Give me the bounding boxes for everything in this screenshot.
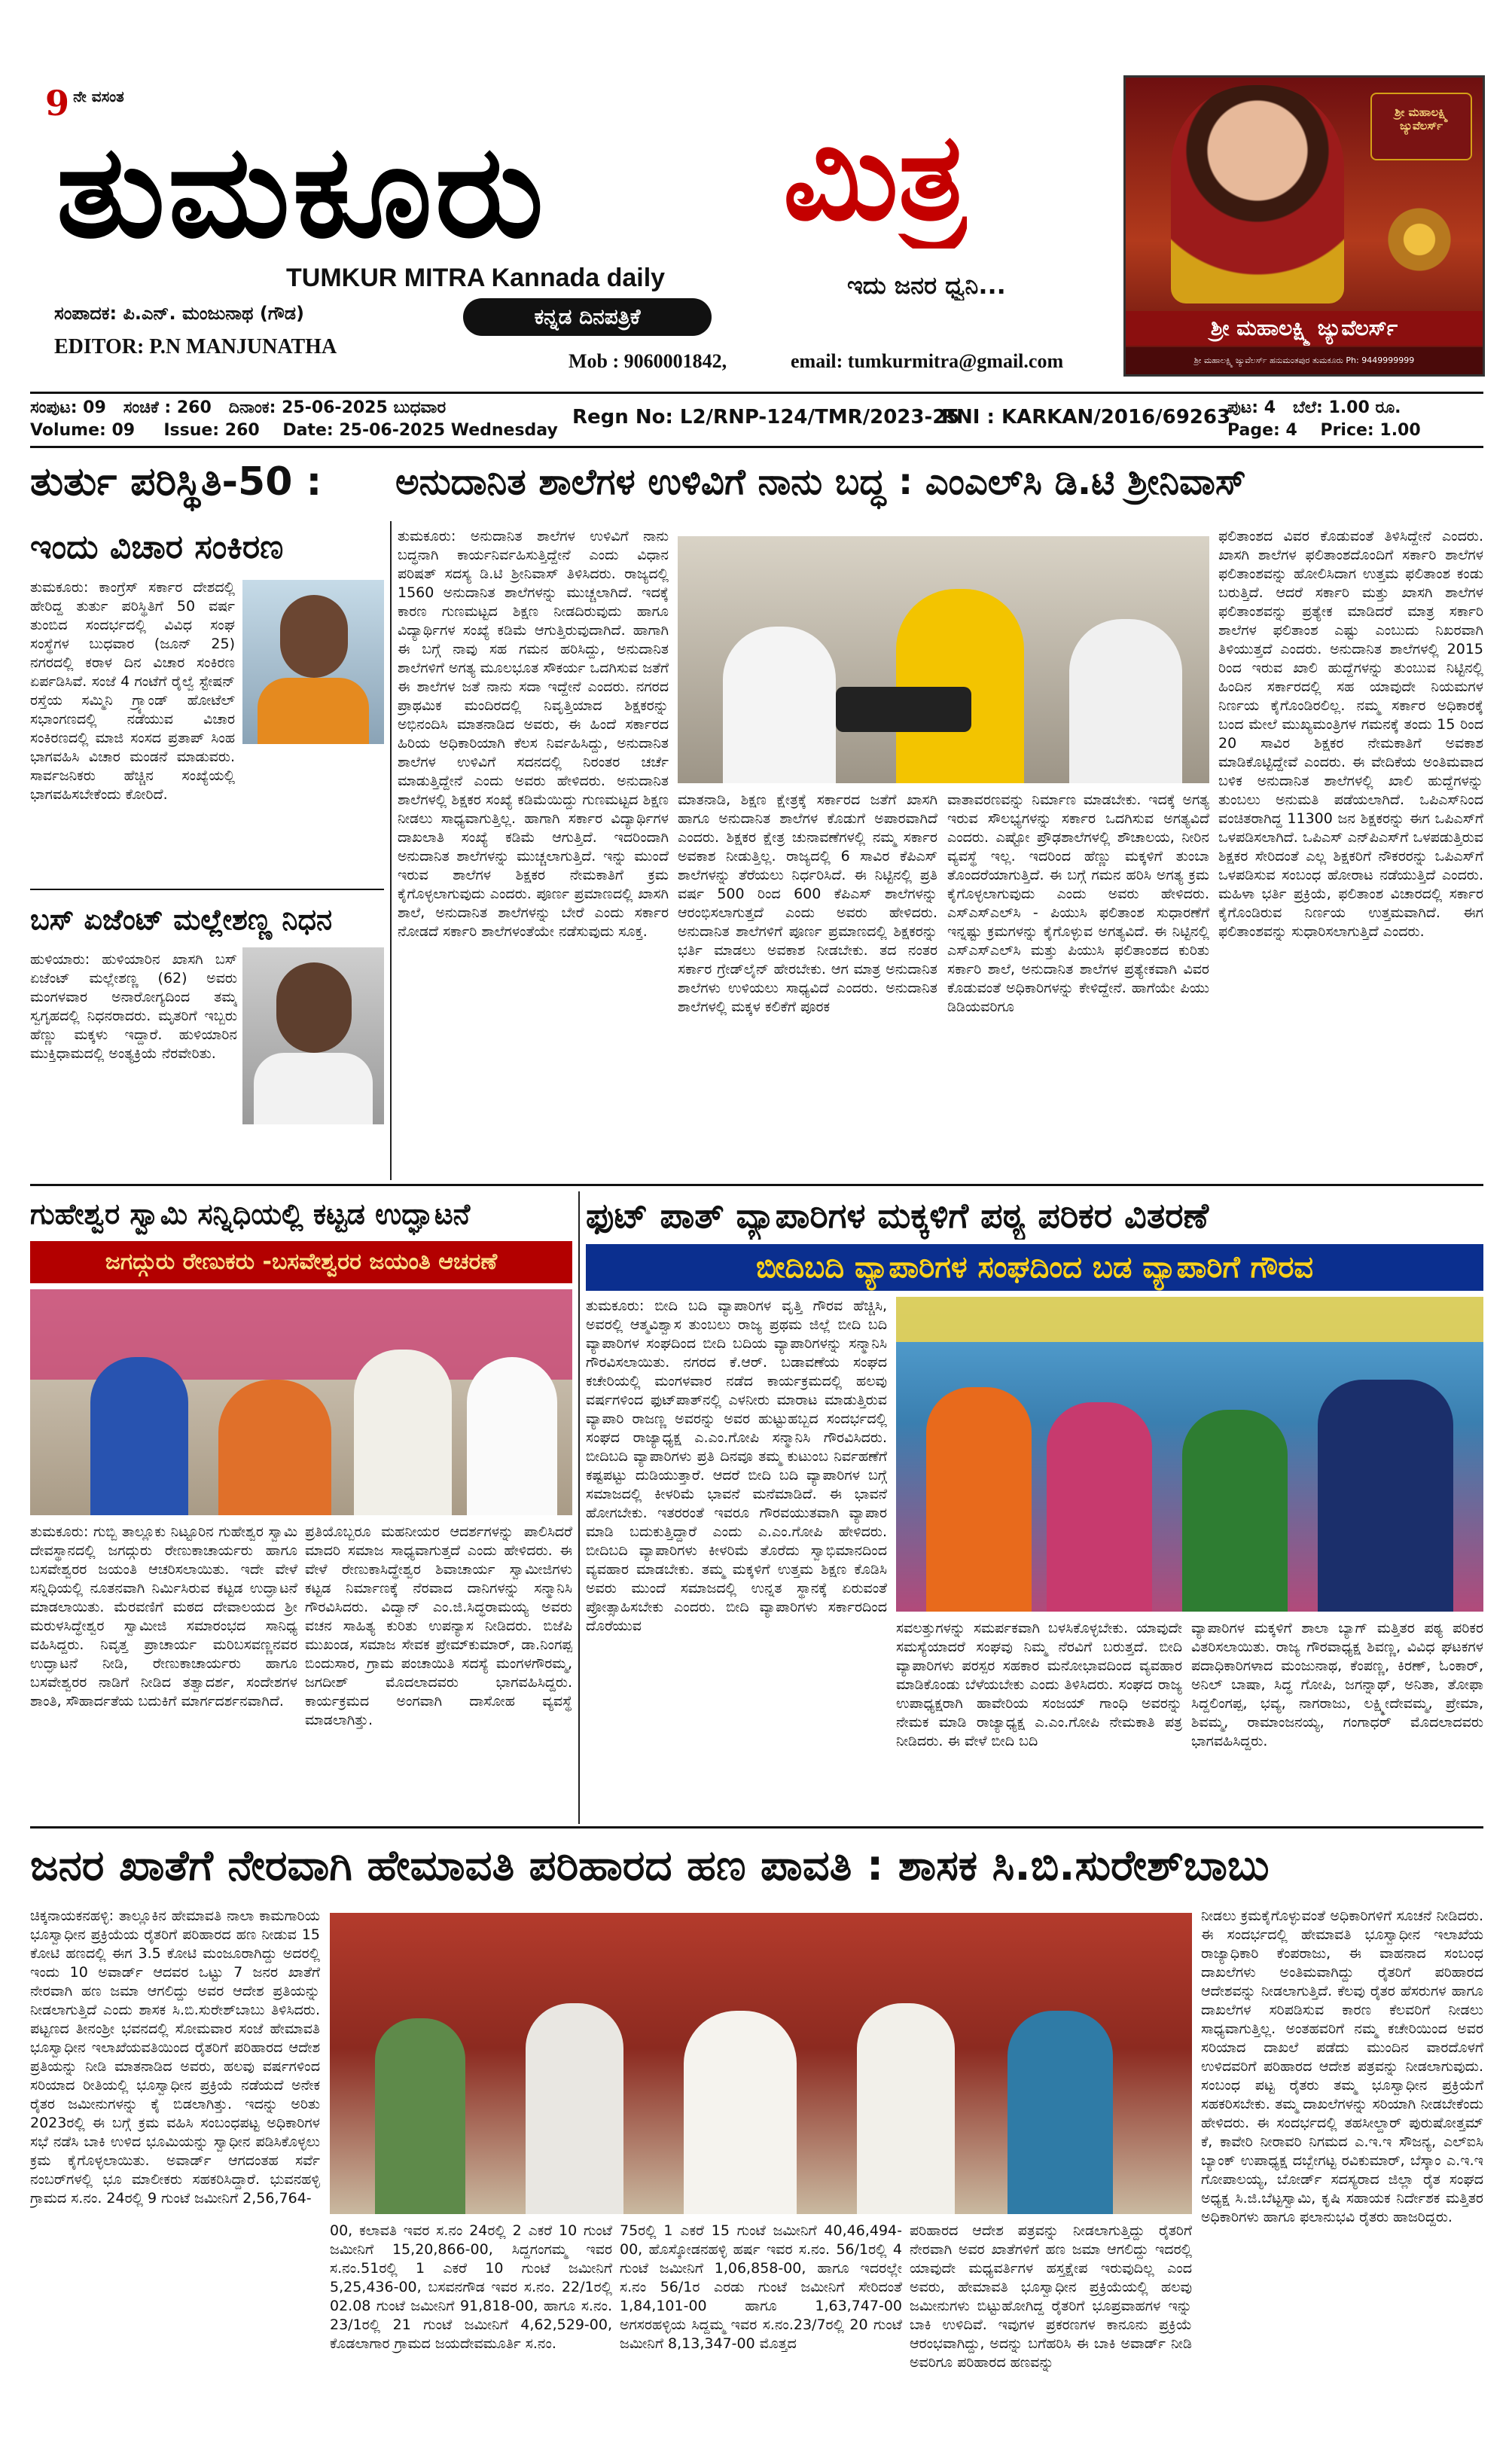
title-mitra: ಮಿತ್ರ xyxy=(783,106,968,247)
story1-photo-shirt xyxy=(258,678,369,744)
story4-col2: ಪ್ರತಿಯೊಬ್ಬರೂ ಮಹನೀಯರ ಆದರ್ಶಗಳನ್ನು ಪಾಲಿಸಿದರೆ ಮಾದರಿ ಸಮಾಜ ಸಾಧ್ಯವಾಗುತ್ತದೆ ಎಂದು ಹೇಳಿದರು. ಈ ವೇಳೆ ರೇಣುಕಾಸಿದ್ಧೇಶ್ವರ ಶಿವಾಚಾರ್ಯ ಸ್ವಾಮೀಜಿಗಳು ಕಟ್ಟಡ ನಿರ್ಮಾಣಕ್ಕೆ ನೆರವಾದ ದಾನಿಗಳನ್ನು ಸನ್ಮಾನಿಸಿ ಗೌರವಿಸಿದರು. ವಿದ್ವಾನ್ ಎಂ.ಜಿ.ಸಿದ್ಧರಾಮಯ್ಯ ಅವರು ವಚನ ಸಾಹಿತ್ಯ ಕುರಿತು ಉಪನ್ಯಾಸ ನೀಡಿದರು. ಬಿಜೆಪಿ ಮುಖಂಡ, ಸಮಾಜ ಸೇವಕ ಪ್ರೇಮ್‌ಕುಮಾರ್, ಡಾ.ನಿಂಗಪ್ಪ ಬಿಂದುಸಾರ, ಗ್ರಾಮ ಪಂಚಾಯಿತಿ ಸದಸ್ಯೆ ಮಂಗಳಗೌರಮ್ಮ, ಜಗದೀಶ್ ಮೊದಲಾದವರು ಭಾಗವಹಿಸಿದ್ದರು. ಕಾರ್ಯಕ್ರಮದ ಅಂಗವಾಗಿ ದಾಸೋಹ ವ್ಯವಸ್ಥೆ ಮಾಡಲಾಗಿತ್ತು. xyxy=(305,1524,572,1728)
rni-number: RNI : KARKAN/2016/69263 xyxy=(941,406,1231,429)
story4-headline: ಗುಹೇಶ್ವರ ಸ್ವಾಮಿ ಸನ್ನಿಧಿಯಲ್ಲಿ ಕಟ್ಟಡ ಉದ್ಘಾಟನೆ xyxy=(30,1197,471,1231)
ad-subline: ಶ್ರೀ ಮಹಾಲಕ್ಷ್ಮಿ ಜ್ಯುವೆಲರ್ಸ್ ಹನುಮಂತಪುರ ತುಮಕೂರು Ph: 9449999999 xyxy=(1126,347,1483,374)
story5-photo-group-1 xyxy=(926,1387,1032,1612)
infobar xyxy=(30,395,1483,444)
regn-number: Regn No: L2/RNP-124/TMR/2023-25 xyxy=(572,406,960,429)
infobar-kannada-right: ಪುಟ: 4 ಬೆಲೆ: 1.00 ರೂ. xyxy=(1227,398,1401,417)
story6-col1: ಚಿಕ್ಕನಾಯಕನಹಳ್ಳಿ: ತಾಲ್ಲೂಕಿನ ಹೇಮಾವತಿ ನಾಲಾ ಕಾಮಗಾರಿಯ ಭೂಸ್ವಾಧೀನ ಪ್ರಕ್ರಿಯೆಯ ರೈತರಿಗೆ ಪರಿಹಾರದ ಹಣ ನೀಡುವ 15 ಕೋಟಿ ಹಣದಲ್ಲಿ ಈಗ 3.5 ಕೋಟಿ ಮಂಜೂರಾಗಿದ್ದು ಅದರಲ್ಲಿ ಇಂದು 10 ಅವಾರ್ಡ್ ಆದವರ ಒಟ್ಟು 7 ಜನರ ಖಾತೆಗೆ ನೇರವಾಗಿ ಹಣ ಜಮಾ ಆಗಲಿದ್ದು ಅವರ ಆದೇಶ ಪ್ರತಿಯನ್ನು ನೀಡಲಾಗುತ್ತಿದೆ ಎಂದು ಶಾಸಕ ಸಿ.ಬಿ.ಸುರೇಶ್‌ಬಾಬು ತಿಳಿಸಿದರು. ಪಟ್ಟಣದ ತೀನಂಶ್ರೀ ಭವನದಲ್ಲಿ ಸೋಮವಾರ ಸಂಜೆ ಹೇಮಾವತಿ ಭೂಸ್ವಾಧೀನ ಇಲಾಖೆಯವತಿಯಿಂದ ರೈತರಿಗೆ ಪರಿಹಾರದ ಆದೇಶ ಪ್ರತಿಯನ್ನು ನೀಡಿ ಮಾತನಾಡಿದ ಅವರು, ಹಲವು ವರ್ಷಗಳಿಂದ ಸರಿಯಾದ ರೀತಿಯಲ್ಲಿ ಭೂಸ್ವಾಧೀನ ಪ್ರಕ್ರಿಯೆ ನಡೆಯದೆ ಅನೇಕ ರೈತರ ಜಮೀನುಗಳನ್ನು ಕೈ ಬಿಡಲಾಗಿತ್ತು. ಇದನ್ನು ಅರಿತು 2023ರಲ್ಲಿ ಈ ಬಗ್ಗೆ ಕ್ರಮ ವಹಿಸಿ ಸಂಬಂಧಪಟ್ಟ ಅಧಿಕಾರಿಗಳ ಸಭೆ ನಡೆಸಿ ಬಾಕಿ ಉಳಿದ ಭೂಮಿಯನ್ನು ಸ್ವಾಧೀನ ಪಡಿಸಿಕೊಳ್ಳಲು ಕ್ರಮ ಕೈಗೊಳ್ಳಲಾಯಿತು. ಅವಾರ್ಡ್ ಆಗದಂತಹ ಸರ್ವೆ ನಂಬರ್‌ಗಳಲ್ಲಿ ಭೂ ಮಾಲೀಕರು ಸಹಕರಿಸಿದ್ದಾರೆ. ಭುವನಹಳ್ಳಿ ಗ್ರಾಮದ ಸ.ನಂ. 24ರಲ್ಲಿ 9 ಗುಂಟೆ ಜಮೀನಿಗೆ 2,56,764- xyxy=(30,1908,320,2207)
story4-band: ಜಗದ್ಗುರು ರೇಣುಕರು -ಬಸವೇಶ್ವರರ ಜಯಂತಿ ಆಚರಣೆ xyxy=(30,1241,572,1283)
story2-body: ಹುಳಿಯಾರು: ಹುಳಿಯಾರಿನ ಖಾಸಗಿ ಬಸ್ ಏಜೆಂಟ್ ಮಲ್ಲೇಶಣ್ಣ (62) ಅವರು ಮಂಗಳವಾರ ಅನಾರೋಗ್ಯದಿಂದ ತಮ್ಮ ಸ್ವಗೃಹದಲ್ಲಿ ನಿಧನರಾದರು. ಮೃತರಿಗೆ ಇಬ್ಬರು ಹೆಣ್ಣು ಮಕ್ಕಳು ಇದ್ದಾರೆ. ಹುಳಿಯಾರಿನ ಮುಕ್ತಿಧಾಮದಲ್ಲಿ ಅಂತ್ಯಕ್ರಿಯೆ ನೆರವೇರಿತು. xyxy=(30,951,237,1062)
story6-photo-person-3 xyxy=(684,2011,797,2214)
story3-photo-mics xyxy=(836,687,971,732)
editor-kannada: ಸಂಪಾದಕ: ಪಿ.ಎನ್. ಮಂಜುನಾಥ (ಗೌಡ) xyxy=(54,303,305,324)
ad-model-portrait xyxy=(1171,85,1344,303)
story3-col4: ಫಲಿತಾಂಶದ ವಿವರ ಕೊಡುವಂತೆ ತಿಳಿಸಿದ್ದೇನೆ ಎಂದರು. ಖಾಸಗಿ ಶಾಲೆಗಳ ಫಲಿತಾಂಶದೊಂದಿಗೆ ಸರ್ಕಾರಿ ಶಾಲೆಗಳ ಫಲಿತಾಂಶವನ್ನು ಹೋಲಿಸಿದಾಗ ಉತ್ತಮ ಫಲಿತಾಂಶ ಕಂಡು ಬರುತ್ತಿದೆ. ಆದರೆ ಸರ್ಕಾರಿ ಮತ್ತು ಖಾಸಗಿ ಶಾಲೆಗಳ ಫಲಿತಾಂಶವನ್ನು ಪ್ರತ್ಯೇಕ ಮಾಡಿದರೆ ಮಾತ್ರ ಸರ್ಕಾರಿ ಶಾಲೆಗಳ ಫಲಿತಾಂಶ ಎಷ್ಟು ಎಂಬುದು ನಿಖರವಾಗಿ ತಿಳಿಯುತ್ತದೆ ಎಂದರು. ಅನುದಾನಿತ ಶಾಲೆಗಳಲ್ಲಿ 2015 ರಿಂದ ಇರುವ ಖಾಲಿ ಹುದ್ದೆಗಳನ್ನು ತುಂಬುವ ನಿಟ್ಟಿನಲ್ಲಿ ಹಿಂದಿನ ಸರ್ಕಾರದಲ್ಲಿ ಸಹ ಯಾವುದೇ ನಿಯಮಗಳ ನಿರ್ಣಯ ಕೈಗೊಂಡಿರಲಿಲ್ಲ. ನಮ್ಮ ಸರ್ಕಾರ ಅಧಿಕಾರಕ್ಕೆ ಬಂದ ಮೇಲೆ ಮುಖ್ಯಮಂತ್ರಿಗಳ ಗಮನಕ್ಕೆ ತಂದು 15 ರಿಂದ 20 ಸಾವಿರ ಶಿಕ್ಷಕರ ನೇಮಕಾತಿಗೆ ಅವಕಾಶ ಮಾಡಿಕೊಟ್ಟಿದ್ದೇವೆ ಎಂದರು. ಈ ವೇದಿಕೆಯ ಅಂತಿಮವಾದ ಬಳಿಕ ಅನುದಾನಿತ ಶಾಲೆಗಳಲ್ಲಿ ಖಾಲಿ ಹುದ್ದೆಗಳನ್ನು ತುಂಬಲು ಅನುಮತಿ ಪಡೆಯಲಾಗಿದೆ. ಒಪಿಎಸ್‌ನಿಂದ ವಂಚಿತರಾಗಿದ್ದ 11300 ಜನ ಶಿಕ್ಷಕರನ್ನು ಈಗ ಒಪಿಎಸ್‌ಗೆ ಒಳಪಡಿಸಲಾಗಿದೆ. ಒಪಿಎಸ್ ಎನ್‌ಪಿಎಸ್‌ಗೆ ಒಳಪಡುತ್ತಿರುವ ಶಿಕ್ಷಕರ ಸೇರಿದಂತೆ ಎಲ್ಲ ಶಿಕ್ಷಕರಿಗೆ ನೌಕರರನ್ನು ಒಪಿಎಸ್‌ಗೆ ಒಳಪಡಿಸುವ ಸಂಬಂಧ ಹೋರಾಟ ನಡೆಯುತ್ತಿದೆ ಎಂದರು. ಮಹಿಳಾ ಭರ್ತಿ ಪ್ರಕ್ರಿಯೆ, ಫಲಿತಾಂಶ ವಿಚಾರದಲ್ಲಿ ಸರ್ಕಾರ ಕೈಗೊಂಡಿರುವ ನಿರ್ಣಯ ಉತ್ತಮವಾಗಿದೆ. ಈಗ ಫಲಿತಾಂಶವನ್ನು ಸುಧಾರಿಸಲಾಗುತ್ತಿದೆ ಎಂದರು. xyxy=(1218,528,1483,940)
story6-photo-person-2 xyxy=(526,2003,623,2214)
story5-photo-group-2 xyxy=(1047,1402,1152,1612)
story5-photo-banner xyxy=(896,1297,1483,1342)
story2-photo-shirt xyxy=(254,1053,373,1124)
story5-col2: ಸವಲತ್ತುಗಳನ್ನು ಸಮರ್ಪಕವಾಗಿ ಬಳಸಿಕೊಳ್ಳಬೇಕು. ಯಾವುದೇ ಸಮಸ್ಯೆಯಾದರೆ ಸಂಘವು ನಿಮ್ಮ ನೆರವಿಗೆ ಬರುತ್ತದೆ. ಬೀದಿ ವ್ಯಾಪಾರಿಗಳು ಪರಸ್ಪರ ಸಹಕಾರ ಮನೋಭಾವದಿಂದ ವ್ಯವಹಾರ ಮಾಡಿಕೊಂಡು ಬೆಳೆಯಬೇಕು ಎಂದು ತಿಳಿಸಿದರು. ಸಂಘದ ರಾಜ್ಯ ಉಪಾಧ್ಯಕ್ಷರಾಗಿ ಹಾವೇರಿಯ ಸಂಜಯ್ ಗಾಂಧಿ ಅವರನ್ನು ನೇಮಕ ಮಾಡಿ ರಾಜ್ಯಾಧ್ಯಕ್ಷ ಎ.ಎಂ.ಗೋಪಿ ನೇಮಕಾತಿ ಪತ್ರ ನೀಡಿದರು. ಈ ವೇಳೆ ಬೀದಿ ಬದಿ xyxy=(896,1620,1182,1749)
daily-badge: ಕನ್ನಡ ದಿನಪತ್ರಿಕೆ xyxy=(463,298,712,336)
ad-brand: ಶ್ರೀ ಮಹಾಲಕ್ಷ್ಮಿ ಜ್ಯುವೆಲರ್ಸ್ xyxy=(1126,311,1483,346)
story3-col2: ಮಾತನಾಡಿ, ಶಿಕ್ಷಣ ಕ್ಷೇತ್ರಕ್ಕೆ ಸರ್ಕಾರದ ಜತೆಗೆ ಖಾಸಗಿ ಹಾಗೂ ಅನುದಾನಿತ ಶಾಲೆಗಳ ಕೊಡುಗೆ ಅಪಾರವಾಗಿದೆ ಎಂದರು. ಶಿಕ್ಷಕರ ಕ್ಷೇತ್ರ ಚುನಾವಣೆಗಳಲ್ಲಿ ನಮ್ಮ ಸರ್ಕಾರ ಅವಕಾಶ ನೀಡುತ್ತಿಲ್ಲ. ರಾಜ್ಯದಲ್ಲಿ 6 ಸಾವಿರ ಕೆಪಿಎಸ್ ಶಾಲೆಗಳನ್ನು ತೆರೆಯಲು ನಿರ್ಧರಿಸಿದೆ. ಈ ನಿಟ್ಟಿನಲ್ಲಿ ಪ್ರತಿ ವರ್ಷ 500 ರಿಂದ 600 ಕೆಪಿಎಸ್ ಶಾಲೆಗಳನ್ನು ಆರಂಭಿಸಲಾಗುತ್ತದೆ ಎಂದು ಅವರು ಹೇಳಿದರು. ಅನುದಾನಿತ ಶಾಲೆಗಳಿಗೆ ಪೂರ್ಣ ಪ್ರಮಾಣದಲ್ಲಿ ಶಿಕ್ಷಕರನ್ನು ಭರ್ತಿ ಮಾಡಲು ಅವಕಾಶ ನೀಡಬೇಕು. ತದ ನಂತರ ಸರ್ಕಾರ ಗ್ರೇಡ್‌ಲೈನ್ ಹೇರಬೇಕು. ಆಗ ಮಾತ್ರ ಅನುದಾನಿತ ಶಾಲೆಗಳು ಉಳಿಯಲು ಸಾಧ್ಯವಿದೆ ಎಂದರು. ಅನುದಾನಿತ ಶಾಲೆಗಳಲ್ಲಿ ಮಕ್ಕಳ ಕಲಿಕೆಗೆ ಪೂರಕ xyxy=(678,791,937,1015)
story6-col2: 00, ಕಲಾವತಿ ಇವರ ಸ.ನಂ 24ರಲ್ಲಿ 2 ಎಕರೆ 10 ಗುಂಟೆ ಜಮೀನಿಗೆ 15,20,866-00, ಸಿದ್ದಗಂಗಮ್ಮ ಇವರ ಸ.ನಂ.51ರಲ್ಲಿ 1 ಎಕರೆ 10 ಗುಂಟೆ ಜಮೀನಿಗೆ 5,25,436-00, ಬಸವನಗೌಡ ಇವರ ಸ.ನಂ. 22/1ರಲ್ಲಿ 02.08 ಗುಂಟೆ ಜಮೀನಿಗೆ 91,818-00, ಹಾಗೂ ಸ.ನಂ. 23/1ರಲ್ಲಿ 21 ಗುಂಟೆ ಜಮೀನಿಗೆ 4,62,529-00, ಕೊಡಲಾಗಾರ ಗ್ರಾಮದ ಜಯದೇವಮೂರ್ತಿ ಸ.ನಂ. xyxy=(330,2222,612,2352)
story1-photo-face xyxy=(280,595,348,678)
story6-photo-person-5 xyxy=(1007,2011,1113,2214)
story4-photo-swamiji xyxy=(218,1380,331,1515)
story1-photo xyxy=(242,580,384,744)
ad-gold-decor xyxy=(1367,183,1472,296)
top-headline-main: ಅನುದಾನಿತ ಶಾಲೆಗಳ ಉಳಿವಿಗೆ ನಾನು ಬದ್ಧ : ಎಂಎಲ್‌ಸಿ ಡಿ.ಟಿ ಶ್ರೀನಿವಾಸ್ xyxy=(395,461,1246,503)
story6-photo xyxy=(330,1913,1192,2214)
column-divider-left xyxy=(390,521,392,1180)
story4-photo-person-2 xyxy=(354,1350,452,1515)
story6-headline: ಜನರ ಖಾತೆಗೆ ನೇರವಾಗಿ ಹೇಮಾವತಿ ಪರಿಹಾರದ ಹಣ ಪಾವತಿ : ಶಾಸಕ ಸಿ.ಬಿ.ಸುರೇಶ್‌ಬಾಬು xyxy=(30,1841,1270,1890)
story5-photo-group-4 xyxy=(1318,1380,1453,1612)
section-rule-2 xyxy=(30,1826,1483,1829)
title-kannada: ತುಮಕೂರು xyxy=(56,120,547,264)
ad-logo-text: ಶ್ರೀ ಮಹಾಲಕ್ಷ್ಮಿ ಜ್ಯುವೆಲರ್ಸ್ xyxy=(1395,105,1448,133)
year-number: 9 xyxy=(45,83,70,124)
masthead xyxy=(23,23,1114,377)
infobar-top-rule xyxy=(30,392,1483,394)
infobar-english-left: Volume: 09 Issue: 260 Date: 25-06-2025 Wednesday xyxy=(30,421,558,440)
story4-photo-person-3 xyxy=(467,1357,557,1515)
editor-english: EDITOR: P.N MANJUNATHA xyxy=(54,335,337,358)
year-suffix: ನೇ ವಸಂತ xyxy=(73,87,124,105)
story3-photo-person-3 xyxy=(1069,619,1182,783)
top-headline-left: ತುರ್ತು ಪರಿಸ್ಥಿತಿ-50 : xyxy=(30,459,322,505)
english-name: TUMKUR MITRA Kannada daily xyxy=(286,264,666,292)
story1-headline: ಇಂದು ವಿಚಾರ ಸಂಕಿರಣ xyxy=(30,528,284,566)
story2-headline: ಬಸ್ ಏಜೆಂಟ್ ಮಲ್ಲೇಶಣ್ಣ ನಿಧನ xyxy=(30,903,333,936)
story5-photo-group-3 xyxy=(1182,1410,1288,1612)
infobar-kannada-left: ಸಂಪುಟ: 09 ಸಂಚಿಕೆ : 260 ದಿನಾಂಕ: 25-06-2025 ಬುಧವಾರ xyxy=(30,398,447,417)
story5-band: ಬೀದಿಬದಿ ವ್ಯಾಪಾರಿಗಳ ಸಂಘದಿಂದ ಬಡ ವ್ಯಾಪಾರಿಗೆ ಗೌರವ xyxy=(586,1244,1483,1291)
email-address: email: tumkurmitra@gmail.com xyxy=(791,350,1064,372)
year-badge xyxy=(45,83,124,124)
story2-photo-face xyxy=(276,962,352,1053)
story3-photo xyxy=(678,536,1209,783)
story6-col4: ಪರಿಹಾರದ ಆದೇಶ ಪತ್ರವನ್ನು ನೀಡಲಾಗುತ್ತಿದ್ದು ರೈತರಿಗೆ ನೇರವಾಗಿ ಅವರ ಖಾತೆಗಳಿಗೆ ಹಣ ಜಮಾ ಆಗಲಿದ್ದು ಇದರಲ್ಲಿ ಯಾವುದೇ ಮಧ್ಯವರ್ತಿಗಳ ಹಸ್ತಕ್ಷೇಪ ಇರುವುದಿಲ್ಲ ಎಂದ ಅವರು, ಹೇಮಾವತಿ ಭೂಸ್ವಾಧೀನ ಪ್ರಕ್ರಿಯೆಯಲ್ಲಿ ಹಲವು ಜಮೀನುಗಳು ಬಿಟ್ಟುಹೋಗಿದ್ದ ರೈತರಿಗೆ ಭೂಪ್ರವಾಹಗಳ ಇನ್ನು ಬಾಕಿ ಉಳಿದಿವೆ. ಇವುಗಳ ಪ್ರಕರಣಗಳ ಕಾನೂನು ಪ್ರಕ್ರಿಯೆ ಆರಂಭವಾಗಿದ್ದು, ಅದನ್ನು ಬಗೆಹರಿಸಿ ಈ ಬಾಕಿ ಅವಾರ್ಡ್ ನೀಡಿ ಅವರಿಗೂ ಪರಿಹಾರದ ಹಣವನ್ನು xyxy=(910,2222,1192,2371)
infobar-bottom-rule xyxy=(30,446,1483,448)
ad-logo xyxy=(1370,93,1472,160)
mobile-number: Mob : 9060001842, xyxy=(569,350,727,372)
story2-photo xyxy=(242,947,384,1124)
story4-col1: ತುಮಕೂರು: ಗುಬ್ಬಿ ತಾಲ್ಲೂಕು ನಿಟ್ಟೂರಿನ ಗುಹೇಶ್ವರ ಸ್ವಾಮಿ ದೇವಸ್ಥಾನದಲ್ಲಿ ಜಗದ್ಗುರು ರೇಣುಕಾಚಾರ್ಯರು ಹಾಗೂ ಬಸವೇಶ್ವರರ ಜಯಂತಿ ಆಚರಿಸಲಾಯಿತು. ಇದೇ ವೇಳೆ ಸನ್ನಿಧಿಯಲ್ಲಿ ನೂತನವಾಗಿ ನಿರ್ಮಿಸಿರುವ ಕಟ್ಟಡ ಉದ್ಘಾಟನೆ ಮಾಡಲಾಯಿತು. ಮೆರವಣಿಗೆ ಮಠದ ದೇವಾಲಯದ ಶ್ರೀ ಮರುಳಸಿದ್ಧೇಶ್ವರ ಸ್ವಾಮೀಜಿ ಸಮಾರಂಭದ ಸಾನಿಧ್ಯ ವಹಿಸಿದ್ದರು. ನಿವೃತ್ತ ಪ್ರಾಚಾರ್ಯ ಮರಿಬಸವಣ್ಣನವರ ಉದ್ಘಾಟನೆ ನೀಡಿ, ರೇಣುಕಾಚಾರ್ಯರು ಹಾಗೂ ಬಸವೇಶ್ವರರ ನಾಡಿಗೆ ನೀಡಿದ ತತ್ವಾದರ್ಶ, ಸಂದೇಶಗಳ ಶಾಂತಿ, ಸೌಹಾರ್ದತೆಯ ಬದುಕಿಗೆ ಮಾರ್ಗದರ್ಶನವಾಗಿದೆ. xyxy=(30,1524,297,1710)
story4-photo-person-1 xyxy=(90,1357,188,1515)
story6-photo-person-1 xyxy=(375,2018,465,2214)
story6-col3: 75ರಲ್ಲಿ 1 ಎಕರೆ 15 ಗುಂಟೆ ಜಮೀನಿಗೆ 40,46,494-00, ಹೊಸ್ಕೋಡನಹಳ್ಳಿ ಹರ್ಷ ಇವರ ಸ.ನಂ. 56/1ರಲ್ಲಿ 4 ಗುಂಟೆ ಜಮೀನಿಗೆ 1,06,858-00, ಹಾಗೂ ಇದರಲ್ಲೇ ಸ.ನಂ 56/1ರ ಎರಡು ಗುಂಟೆ ಜಮೀನಿಗೆ ಸೇರಿದಂತೆ 1,84,101-00 ಹಾಗೂ 1,63,747-00 ಅಗಸರಹಳ್ಳಿಯ ಸಿದ್ದಮ್ಮ ಇವರ ಸ.ನಂ.23/7ರಲ್ಲಿ 20 ಗುಂಟೆ ಜಮೀನಿಗೆ 8,13,347-00 ಮೊತ್ತದ xyxy=(620,2222,902,2352)
story5-col1: ತುಮಕೂರು: ಬೀದಿ ಬದಿ ವ್ಯಾಪಾರಿಗಳ ವೃತ್ತಿ ಗೌರವ ಹೆಚ್ಚಿಸಿ, ಅವರಲ್ಲಿ ಆತ್ಮವಿಶ್ವಾಸ ತುಂಬಲು ರಾಜ್ಯ ಪ್ರಥಮ ಜಿಲ್ಲೆ ಬೀದಿ ಬದಿ ವ್ಯಾಪಾರಿಗಳ ಸಂಘದಿಂದ ಬೀದಿ ಬದಿಯ ವ್ಯಾಪಾರಿಗಳನ್ನು ಸನ್ಮಾನಿಸಿ ಗೌರವಿಸಲಾಯಿತು. ನಗರದ ಕೆ.ಆರ್. ಬಡಾವಣೆಯ ಸಂಘದ ಕಚೇರಿಯಲ್ಲಿ ಮಂಗಳವಾರ ನಡೆದ ಕಾರ್ಯಕ್ರಮದಲ್ಲಿ ಹಲವು ವರ್ಷಗಳಿಂದ ಫುಟ್‌ಪಾತ್‌ನಲ್ಲಿ ಎಳನೀರು ಮಾರಾಟ ಮಾಡುತ್ತಿರುವ ವ್ಯಾಪಾರಿ ರಾಜಣ್ಣ ಅವರನ್ನು ಅವರ ಹುಟ್ಟುಹಬ್ಬದ ಸಂದರ್ಭದಲ್ಲಿ ಸಂಘದ ರಾಜ್ಯಾಧ್ಯಕ್ಷ ಎ.ಎಂ.ಗೋಪಿ ಸನ್ಮಾನಿಸಿ ಗೌರವಿಸಿದರು. ಬೀದಿಬದಿ ವ್ಯಾಪಾರಿಗಳು ಪ್ರತಿ ದಿನವೂ ತಮ್ಮ ಕುಟುಂಬ ನಿರ್ವಹಣೆಗೆ ಕಷ್ಟಪಟ್ಟು ದುಡಿಯುತ್ತಾರೆ. ಆದರೆ ಬೀದಿ ಬದಿ ವ್ಯಾಪಾರಿಗಳ ಬಗ್ಗೆ ಸಮಾಜದಲ್ಲಿ ಕೀಳರಿಮೆ ಭಾವನೆ ಮನೆಮಾಡಿದೆ. ಈ ಭಾವನೆ ಹೋಗಬೇಕು. ಇತರರಂತೆ ಇವರೂ ಗೌರವಯುತವಾಗಿ ವ್ಯಾಪಾರ ಮಾಡಿ ಬದುಕುತ್ತಿದ್ದಾರೆ ಎಂದು ಎ.ಎಂ.ಗೋಪಿ ಹೇಳಿದರು. ಬೀದಿಬದಿ ವ್ಯಾಪಾರಿಗಳು ಕೀಳರಿಮೆ ತೊರೆದು ಸ್ವಾಭಿಮಾನದಿಂದ ವ್ಯವಹಾರ ಮಾಡಬೇಕು. ತಮ್ಮ ಮಕ್ಕಳಿಗೆ ಉತ್ತಮ ಶಿಕ್ಷಣ ಕೊಡಿಸಿ ಅವರು ಮುಂದೆ ಸಮಾಜದಲ್ಲಿ ಉನ್ನತ ಸ್ಥಾನಕ್ಕೆ ಏರುವಂತೆ ಪ್ರೋತ್ಸಾಹಿಸಬೇಕು ಎಂದರು. ಬೀದಿ ವ್ಯಾಪಾರಿಗಳು ಸರ್ಕಾರದಿಂದ ದೊರೆಯುವ xyxy=(586,1298,887,1634)
story4-photo xyxy=(30,1289,572,1515)
story5-photo xyxy=(896,1297,1483,1612)
section-rule-1 xyxy=(30,1184,1483,1186)
story3-col1: ತುಮಕೂರು: ಅನುದಾನಿತ ಶಾಲೆಗಳ ಉಳಿವಿಗೆ ನಾನು ಬದ್ಧನಾಗಿ ಕಾರ್ಯನಿರ್ವಹಿಸುತ್ತಿದ್ದೇನೆ ಎಂದು ವಿಧಾನ ಪರಿಷತ್ ಸದಸ್ಯ ಡಿ.ಟಿ ಶ್ರೀನಿವಾಸ್ ತಿಳಿಸಿದರು. ರಾಜ್ಯದಲ್ಲಿ 1560 ಅನುದಾನಿತ ಶಾಲೆಗಳನ್ನು ಮುಚ್ಚಲಾಗಿದೆ. ಇದಕ್ಕೆ ಕಾರಣ ಗುಣಮಟ್ಟದ ಶಿಕ್ಷಣ ನೀಡದಿರುವುದು ಹಾಗೂ ವಿದ್ಯಾರ್ಥಿಗಳ ಸಂಖ್ಯೆ ಕಡಿಮೆ ಆಗುತ್ತಿರುವುದಾಗಿದೆ. ಹಾಗಾಗಿ ಈ ಬಗ್ಗೆ ನಾವು ಸಹ ಗಮನ ಹರಿಸಿದ್ದು, ಅನುದಾನಿತ ಶಾಲೆಗಳಿಗೆ ಅಗತ್ಯ ಮೂಲಭೂತ ಸೌಕರ್ಯ ಒದಗಿಸುವ ಜತೆಗೆ ಈ ಶಾಲೆಗಳ ಜತೆ ನಾನು ಸದಾ ಇದ್ದೇನೆ ಎಂದರು. ನಗರದ ಪ್ರಾಥಮಿಕ ಮಂದಿರದಲ್ಲಿ ನಿವೃತ್ತಿಯಾದ ಶಿಕ್ಷಕರನ್ನು ಅಭಿನಂದಿಸಿ ಮಾತನಾಡಿದ ಅವರು, ಈ ಹಿಂದೆ ಸರ್ಕಾರದ ಹಿರಿಯ ಅಧಿಕಾರಿಯಾಗಿ ಕೆಲಸ ನಿರ್ವಹಿಸಿದ್ದು, ಅನುದಾನಿತ ಶಾಲೆಗಳ ಉಳಿವಿಗೆ ಸದನದಲ್ಲಿ ನಿರಂತರ ಚರ್ಚೆ ಮಾಡುತ್ತಿದ್ದೇನೆ ಎಂದು ಅವರು ಹೇಳಿದರು. ಅನುದಾನಿತ ಶಾಲೆಗಳಲ್ಲಿ ಶಿಕ್ಷಕರ ಸಂಖ್ಯೆ ಕಡಿಮೆಯಿದ್ದು ಗುಣಮಟ್ಟದ ಶಿಕ್ಷಣ ನೀಡಲು ಸಾಧ್ಯವಾಗುತ್ತಿಲ್ಲ. ಹಾಗಾಗಿ ಸರ್ಕಾರ ವಿದ್ಯಾರ್ಥಿಗಳ ದಾಖಲಾತಿ ಸಂಖ್ಯೆ ಕಡಿಮೆ ಆಗುತ್ತಿದೆ. ಇದರಿಂದಾಗಿ ಅನುದಾನಿತ ಶಾಲೆಗಳನ್ನು ಮುಚ್ಚಲಾಗುತ್ತಿದೆ. ಇನ್ನು ಮುಂದೆ ಇರುವ ಶಾಲೆಗಳ ಶಿಕ್ಷಕರ ನೇಮಕಾತಿಗೆ ಕ್ರಮ ಕೈಗೊಳ್ಳಲಾಗುವುದು ಎಂದರು. ಪೂರ್ಣ ಪ್ರಮಾಣದಲ್ಲಿ ಖಾಸಗಿ ಶಾಲೆ, ಅನುದಾನಿತ ಶಾಲೆಗಳನ್ನು ಬೇರೆ ಎಂದು ಸರ್ಕಾರ ನೋಡದೆ ಸರ್ಕಾರಿ ಶಾಲೆಗಳಂತೆಯೇ ನಡೆಸುವುದು ಸೂಕ್ತ. xyxy=(398,528,669,940)
jewellery-ad[interactable] xyxy=(1123,75,1485,377)
story5-col3: ವ್ಯಾಪಾರಿಗಳ ಮಕ್ಕಳಿಗೆ ಶಾಲಾ ಬ್ಯಾಗ್ ಮತ್ತಿತರ ಪಠ್ಯ ಪರಿಕರ ವಿತರಿಸಲಾಯಿತು. ರಾಜ್ಯ ಗೌರವಾಧ್ಯಕ್ಷ ಶಿವಣ್ಣ, ವಿವಿಧ ಘಟಕಗಳ ಪದಾಧಿಕಾರಿಗಳಾದ ಮಂಜುನಾಥ, ಕೆಂಪಣ್ಣ, ಕಿರಣ್, ಓಂಕಾರ್, ಅನಿಲ್ ಬಾಷಾ, ಸಿದ್ಧ ಗೋಪಿ, ಜಗನ್ನಾಥ್, ಅನಿತಾ, ತೋಫಾ ಸಿದ್ದಲಿಂಗಪ್ಪ, ಭವ್ಯ, ನಾಗರಾಜು, ಲಕ್ಷ್ಮೀದೇವಮ್ಮ, ಪ್ರೇಮಾ, ಶಿವಮ್ಮ, ರಾಮಾಂಜನಯ್ಯ, ಗಂಗಾಧರ್ ಮೊದಲಾದವರು ಭಾಗವಹಿಸಿದ್ದರು. xyxy=(1191,1620,1483,1749)
story6-photo-person-4 xyxy=(857,2003,955,2214)
story3-photo-person-2 xyxy=(896,589,1024,783)
story2-top-rule xyxy=(30,889,384,890)
infobar-english-right: Page: 4 Price: 1.00 xyxy=(1227,421,1421,440)
column-divider-mid xyxy=(578,1191,580,1824)
story5-headline: ಫುಟ್ ಪಾತ್ ವ್ಯಾಪಾರಿಗಳ ಮಕ್ಕಳಿಗೆ ಪಠ್ಯ ಪರಿಕರ ವಿತರಣೆ xyxy=(586,1195,1209,1236)
story3-photo-person-1 xyxy=(723,627,836,783)
tagline: ಇದು ಜನರ ಧ್ವನಿ... xyxy=(847,271,1006,300)
story6-col5: ನೀಡಲು ಕ್ರಮಕೈಗೊಳ್ಳುವಂತೆ ಅಧಿಕಾರಿಗಳಿಗೆ ಸೂಚನೆ ನೀಡಿದರು. ಈ ಸಂದರ್ಭದಲ್ಲಿ ಹೇಮಾವತಿ ಭೂಸ್ವಾಧೀನ ಇಲಾಖೆಯ ರಾಜ್ಯಾಧಿಕಾರಿ ಕೆಂಪರಾಜು, ಈ ವಾಹನಾದ ಸಂಬಂಧ ದಾಖಲೆಗಳು ಅಂತಿಮವಾಗಿದ್ದು ರೈತರಿಗೆ ಪರಿಹಾರದ ಆದೇಶವನ್ನು ನೀಡಲಾಗುತ್ತಿದೆ. ಕೆಲವು ರೈತರ ಹೆಸರುಗಳ ಹಾಗೂ ದಾಖಲೆಗಳ ಸರಿಪಡಿಸುವ ಕಾರಣ ಕೆಲವರಿಗೆ ನೀಡಲು ಸಾಧ್ಯವಾಗುತ್ತಿಲ್ಲ. ಅಂತಹವರಿಗೆ ನಮ್ಮ ಕಚೇರಿಯಿಂದ ಅವರ ಸರಿಯಾದ ದಾಖಲೆ ಪಡೆದು ಮುಂದಿನ ವಾರದೊಳಗೆ ಉಳಿದವರಿಗೆ ಪರಿಹಾರದ ಆದೇಶ ಪತ್ರವನ್ನು ನೀಡಲಾಗುವುದು. ಸಂಬಂಧ ಪಟ್ಟ ರೈತರು ತಮ್ಮ ಭೂಸ್ವಾಧೀನ ಪ್ರಕ್ರಿಯೆಗೆ ಸಹಕರಿಸಬೇಕು. ತಮ್ಮ ದಾಖಲೆಗಳನ್ನು ಸರಿಯಾಗಿ ನೀಡಬೇಕೆಂದು ಹೇಳಿದರು. ಈ ಸಂದರ್ಭದಲ್ಲಿ ತಹಸೀಲ್ದಾರ್ ಪುರುಷೋತ್ತಮ್ ಕೆ, ಕಾವೇರಿ ನೀರಾವರಿ ನಿಗಮದ ಎ.ಇ.ಇ ಸೌಜನ್ಯ, ಎಲ್‌ಐಸಿ ಬ್ಯಾಂಕ್ ಉಪಾಧ್ಯಕ್ಷ ದಬ್ಬೇಗಟ್ಟ ರವಿಕುಮಾರ್, ಬೆಸ್ಕಾಂ ಎ.ಇ.ಇ ಗೋಪಾಲಯ್ಯ, ಬೋರ್ಡ್ ಸದಸ್ಯರಾದ ಜಿಲ್ಲಾ ರೈತ ಸಂಘದ ಅಧ್ಯಕ್ಷ ಸಿ.ಜಿ.ಬೆಟ್ಟಸ್ವಾಮಿ, ಕೃಷಿ ಸಹಾಯಕ ನಿರ್ದೇಶಕ ಮತ್ತಿತರ ಅಧಿಕಾರಿಗಳು ಹಾಗೂ ಫಲಾನುಭವಿ ರೈತರು ಹಾಜರಿದ್ದರು. xyxy=(1201,1908,1483,2225)
story1-body: ತುಮಕೂರು: ಕಾಂಗ್ರೆಸ್ ಸರ್ಕಾರ ದೇಶದಲ್ಲಿ ಹೇರಿದ್ದ ತುರ್ತು ಪರಿಸ್ಥಿತಿಗೆ 50 ವರ್ಷ ತುಂಬಿದ ಸಂದರ್ಭದಲ್ಲಿ ವಿವಿಧ ಸಂಘ ಸಂಸ್ಥೆಗಳ ಬುಧವಾರ (ಜೂನ್ 25) ನಗರದಲ್ಲಿ ಕರಾಳ ದಿನ ವಿಚಾರ ಸಂಕಿರಣ ಏರ್ಪಡಿಸಿವೆ. ಸಂಜೆ 4 ಗಂಟೆಗೆ ರೈಲ್ವೆ ಸ್ಟೇಷನ್ ರಸ್ತೆಯ ಸಮ್ಮಿನಿ ಗ್ರ್ಯಾಂಡ್ ಹೋಟೆಲ್ ಸಭಾಂಗಣದಲ್ಲಿ ನಡೆಯುವ ವಿಚಾರ ಸಂಕಿರಣದಲ್ಲಿ ಮಾಜಿ ಸಂಸದ ಪ್ರತಾಪ್ ಸಿಂಹ ಭಾಗವಹಿಸಿ ವಿಚಾರ ಮಂಡನೆ ಮಾಡುವರು. ಸಾರ್ವಜನಿಕರು ಹೆಚ್ಚಿನ ಸಂಖ್ಯೆಯಲ್ಲಿ ಭಾಗವಹಿಸಬೇಕೆಂದು ಕೋರಿದೆ. xyxy=(30,579,235,803)
story3-col3: ವಾತಾವರಣವನ್ನು ನಿರ್ಮಾಣ ಮಾಡಬೇಕು. ಇದಕ್ಕೆ ಅಗತ್ಯ ಇರುವ ಸೌಲಭ್ಯಗಳನ್ನು ಸರ್ಕಾರ ಒದಗಿಸುವ ಅಗತ್ಯವಿದೆ ಎಂದರು. ಎಷ್ಟೋ ಪ್ರೌಢಶಾಲೆಗಳಲ್ಲಿ ಶೌಚಾಲಯ, ನೀರಿನ ವ್ಯವಸ್ಥೆ ಇಲ್ಲ. ಇದರಿಂದ ಹೆಣ್ಣು ಮಕ್ಕಳಿಗೆ ತುಂಬಾ ತೊಂದರೆಯಾಗುತ್ತಿದೆ. ಈ ಬಗ್ಗೆ ಗಮನ ಹರಿಸಿ ಅಗತ್ಯ ಕ್ರಮ ಕೈಗೊಳ್ಳಲಾಗುವುದು ಎಂದು ಅವರು ಹೇಳಿದರು. ಎಸ್ಎಸ್ಎಲ್‌ಸಿ - ಪಿಯುಸಿ ಫಲಿತಾಂಶ ಸುಧಾರಣೆಗೆ ಇನ್ನಷ್ಟು ಕ್ರಮಗಳನ್ನು ಕೈಗೊಳ್ಳುವ ಅಗತ್ಯವಿದೆ. ಈ ನಿಟ್ಟಿನಲ್ಲಿ ಎಸ್ಎಸ್ಎಲ್‌ಸಿ ಮತ್ತು ಪಿಯುಸಿ ಫಲಿತಾಂಶದ ಕುರಿತು ಸರ್ಕಾರಿ ಶಾಲೆ, ಅನುದಾನಿತ ಶಾಲೆಗಳ ಪ್ರತ್ಯೇಕವಾಗಿ ವಿವರ ಕೊಡುವಂತೆ ಅಧಿಕಾರಿಗಳನ್ನು ಕೇಳಿದ್ದೇನೆ. ಹಾಗೆಯೇ ಪಿಯು ಡಿಡಿಯವರಿಗೂ xyxy=(947,791,1209,1015)
